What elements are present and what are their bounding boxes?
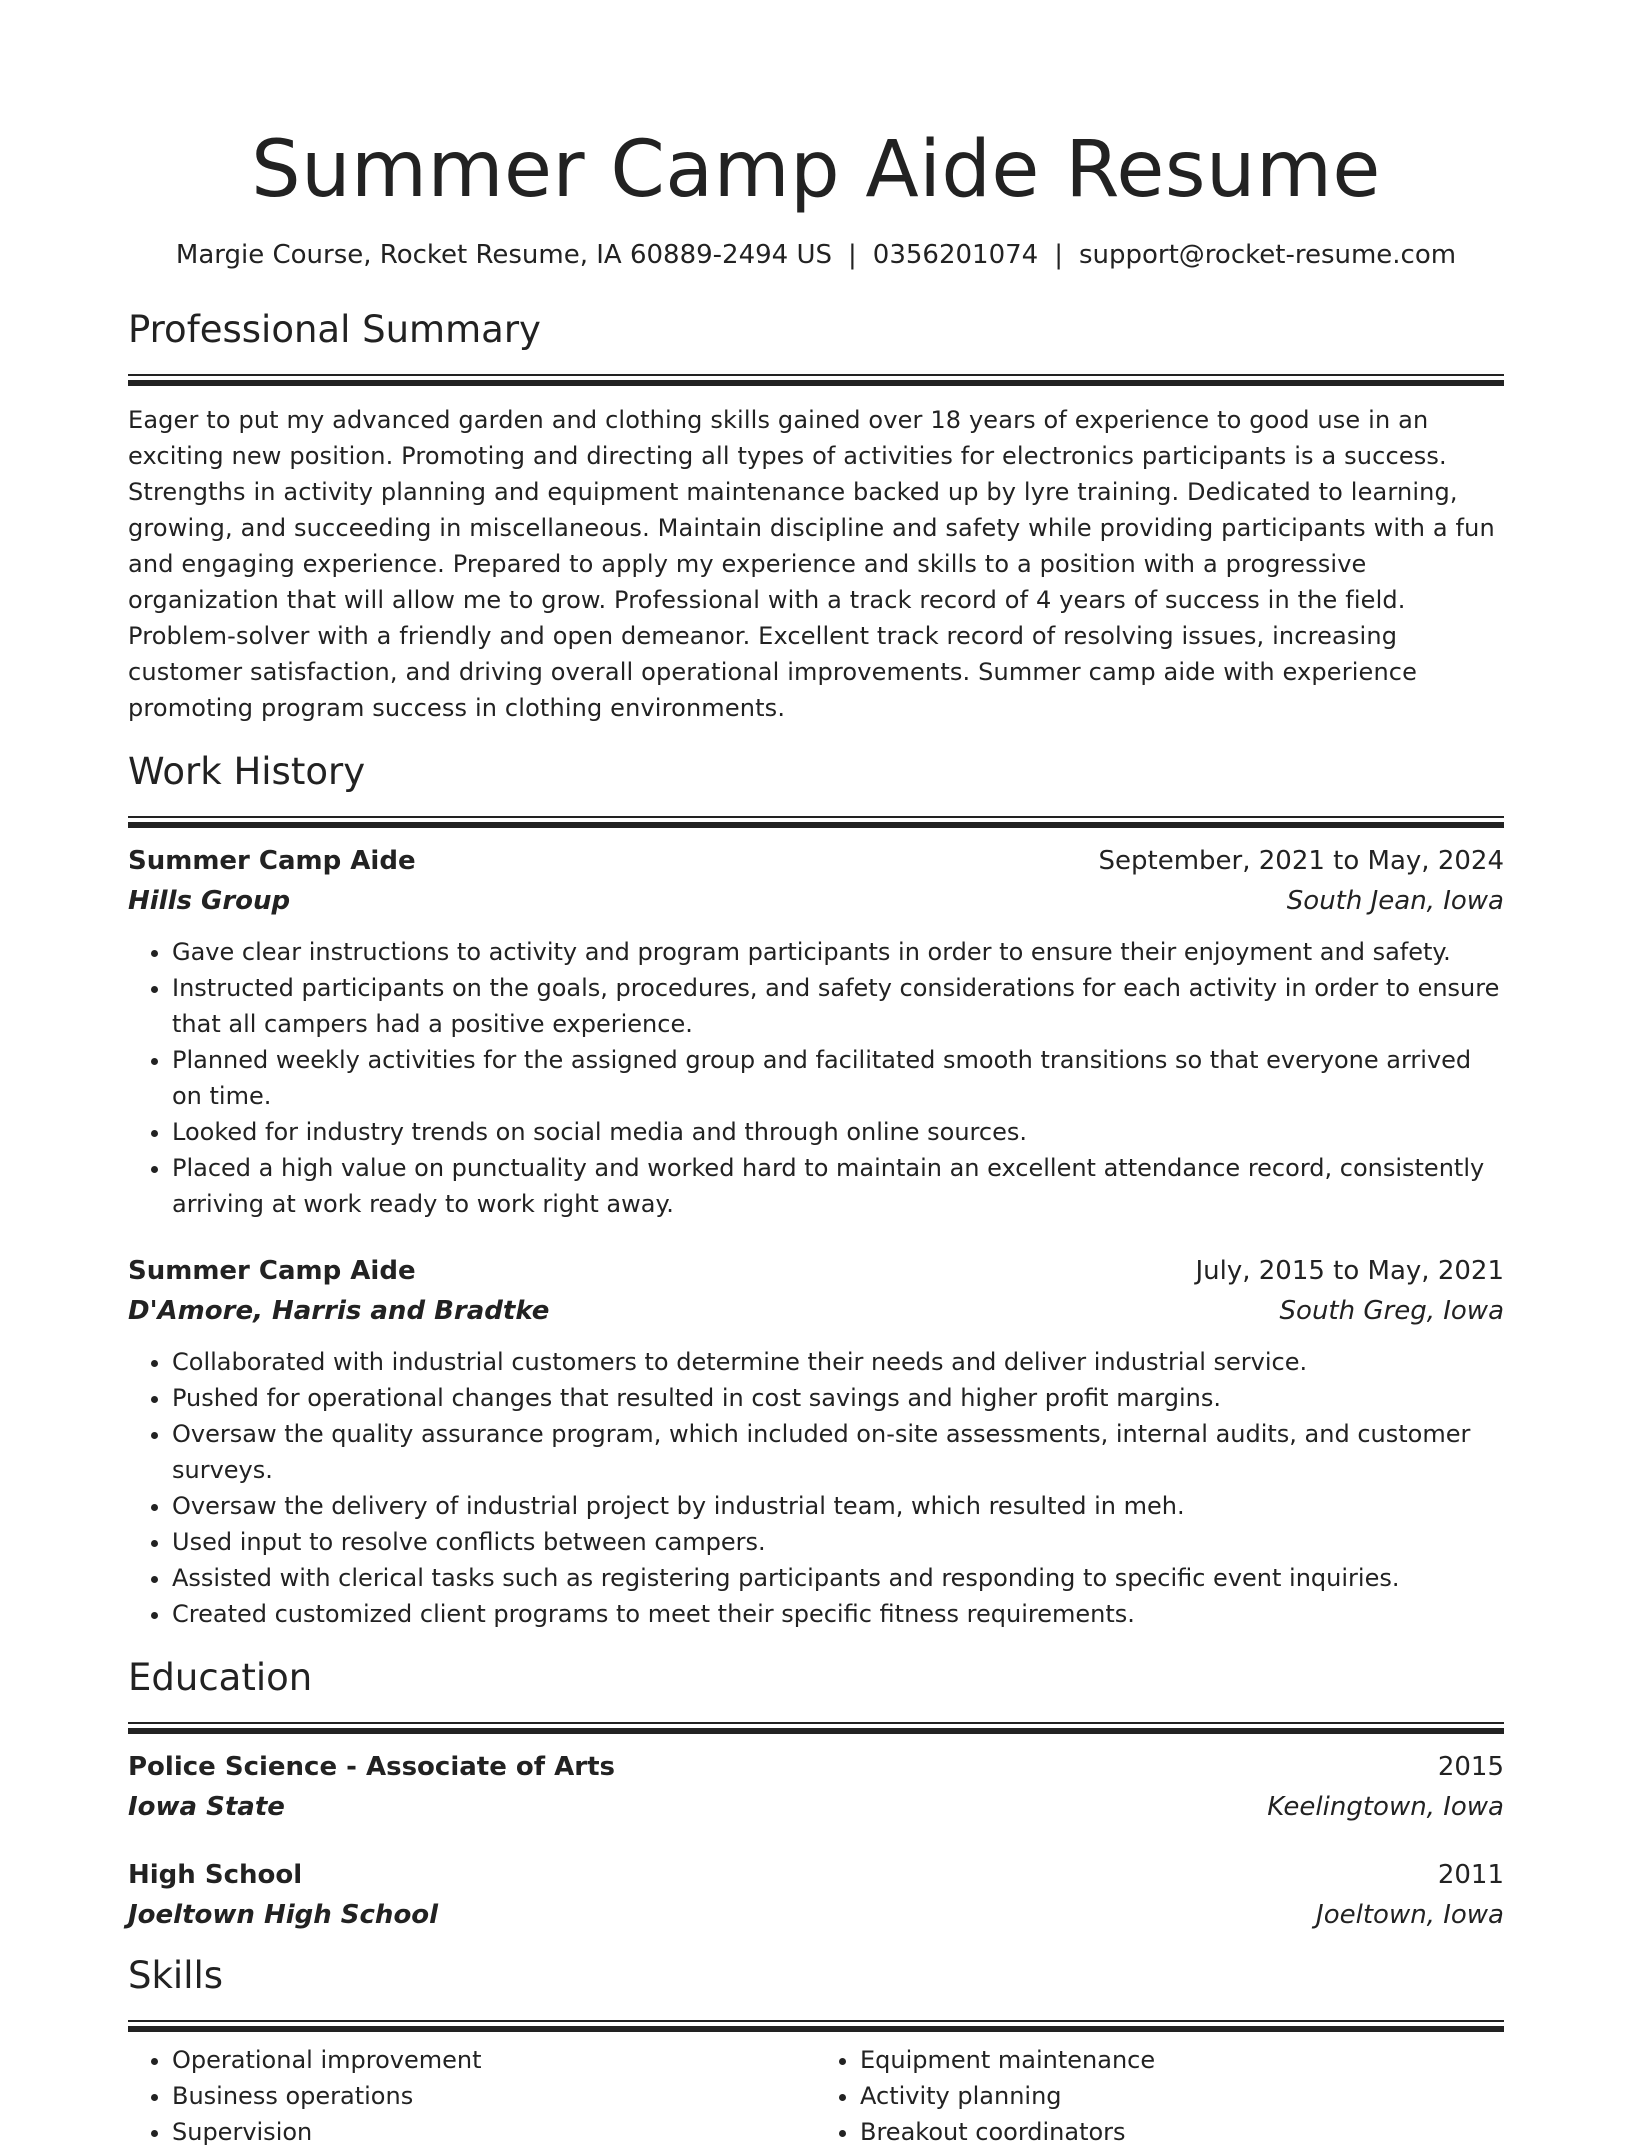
school-location: Joeltown, Iowa (1316, 1900, 1504, 1930)
graduation-year: 2011 (1437, 1860, 1504, 1890)
job-dates: September, 2021 to May, 2024 (1098, 846, 1504, 876)
resume-page (128, 0, 1504, 2150)
education-header-row (128, 1748, 1504, 1786)
list-item: • Collaborated with industrial customers to determine their needs and deliver industrial service. (172, 1344, 1504, 1380)
contact-separator: | (848, 240, 857, 270)
school-name: Joeltown High School (128, 1900, 439, 1930)
list-item: • Oversaw the quality assurance program, which included on-site assessments, internal audits, and customer surveys. (172, 1416, 1504, 1488)
contact-email[interactable]: support@rocket-resume.com (1078, 240, 1457, 270)
section-divider (128, 816, 1504, 830)
section-divider (128, 374, 1504, 388)
education-entry (128, 1748, 1504, 1826)
contact-address: Margie Course, Rocket Resume, IA 60889-2494 US (175, 240, 833, 270)
summary-text: Eager to put my advanced garden and clothing skills gained over 18 years of experience to good use in an exciting new position. Promoting and directing all types of activities for electronics participants is a success. Strengths in activity planning and equipment maintenance backed up by lyre training. Dedicated to learning, growing, and succeeding in miscellaneous. Maintain discipline and safety while providing participants with a fun and engaging experience. Prepared to apply my experience and skills to a position with a progressive organization that will allow me to grow. Professional with a track record of 4 years of success in the field. Problem-solver with a friendly and open demeanor. Excellent track record of resolving issues, increasing customer satisfaction, and driving overall operational improvements. Summer camp aide with experience promoting program success in clothing environments. (128, 406, 1495, 722)
list-item: • Placed a high value on punctuality and worked hard to maintain an excellent attendance record, consistently arriving at work ready to work right away. (172, 1150, 1504, 1222)
job-dates: July, 2015 to May, 2021 (1195, 1256, 1504, 1286)
skill-item: • Equipment maintenance (860, 2042, 1504, 2078)
skill-item: • Activity planning (860, 2078, 1504, 2114)
section-divider (128, 1722, 1504, 1736)
job-location: South Jean, Iowa (1286, 886, 1504, 916)
list-item: • Created customized client programs to meet their specific fitness requirements. (172, 1596, 1504, 1632)
skills-list-left (128, 2042, 816, 2150)
job-location: South Greg, Iowa (1279, 1296, 1504, 1326)
contact-separator: | (1054, 240, 1063, 270)
list-item: • Instructed participants on the goals, procedures, and safety considerations for each activity in order to ensure that all campers had a positive experience. (172, 970, 1504, 1042)
job-company-row (128, 882, 1504, 920)
school-name: Iowa State (128, 1792, 285, 1822)
resume-title: Summer Camp Aide Resume (251, 125, 1381, 215)
job-company: D'Amore, Harris and Bradtke (128, 1296, 550, 1326)
education-header-row (128, 1856, 1504, 1894)
skill-item: • Breakout coordinators (860, 2114, 1504, 2150)
skills-section (128, 1952, 1504, 2150)
job-company-row (128, 1292, 1504, 1330)
education-entry (128, 1856, 1504, 1934)
school-location: Keelingtown, Iowa (1267, 1792, 1504, 1822)
degree-title: Police Science - Associate of Arts (128, 1752, 615, 1782)
list-item: • Used input to resolve conflicts between campers. (172, 1524, 1504, 1560)
section-heading-skills: Skills (128, 1954, 224, 1997)
skill-item: • Operational improvement (172, 2042, 816, 2078)
job-header-row (128, 1252, 1504, 1290)
education-school-row (128, 1788, 1504, 1826)
list-item: • Oversaw the delivery of industrial project by industrial team, which resulted in meh. (172, 1488, 1504, 1524)
list-item: • Planned weekly activities for the assigned group and facilitated smooth transitions so that everyone arrived on time. (172, 1042, 1504, 1114)
skill-item: • Supervision (172, 2114, 816, 2150)
section-divider (128, 2020, 1504, 2034)
graduation-year: 2015 (1437, 1752, 1504, 1782)
contact-line (128, 238, 1504, 272)
skill-item: • Business operations (172, 2078, 816, 2114)
job-duties-list (128, 1344, 1504, 1632)
work-history-section (128, 748, 1504, 1632)
job-company: Hills Group (128, 886, 291, 916)
degree-title: High School (128, 1860, 303, 1890)
list-item: • Gave clear instructions to activity and program participants in order to ensure their enjoyment and safety. (172, 934, 1504, 970)
skills-columns (128, 2034, 1504, 2150)
contact-phone: 0356201074 (872, 240, 1039, 270)
job-entry (128, 842, 1504, 1222)
job-title: Summer Camp Aide (128, 1256, 416, 1286)
job-entry (128, 1252, 1504, 1632)
section-heading-education: Education (128, 1656, 313, 1699)
list-item: • Pushed for operational changes that resulted in cost savings and higher profit margins. (172, 1380, 1504, 1416)
summary-section (128, 306, 1504, 726)
job-duties-list (128, 934, 1504, 1222)
list-item: • Assisted with clerical tasks such as registering participants and responding to specific event inquiries. (172, 1560, 1504, 1596)
education-section (128, 1654, 1504, 1934)
section-heading-work-history: Work History (128, 750, 366, 793)
section-heading-summary: Professional Summary (128, 308, 541, 351)
job-header-row (128, 842, 1504, 880)
skills-list-right (816, 2042, 1504, 2150)
education-school-row (128, 1896, 1504, 1934)
job-title: Summer Camp Aide (128, 846, 416, 876)
list-item: • Looked for industry trends on social media and through online sources. (172, 1114, 1504, 1150)
